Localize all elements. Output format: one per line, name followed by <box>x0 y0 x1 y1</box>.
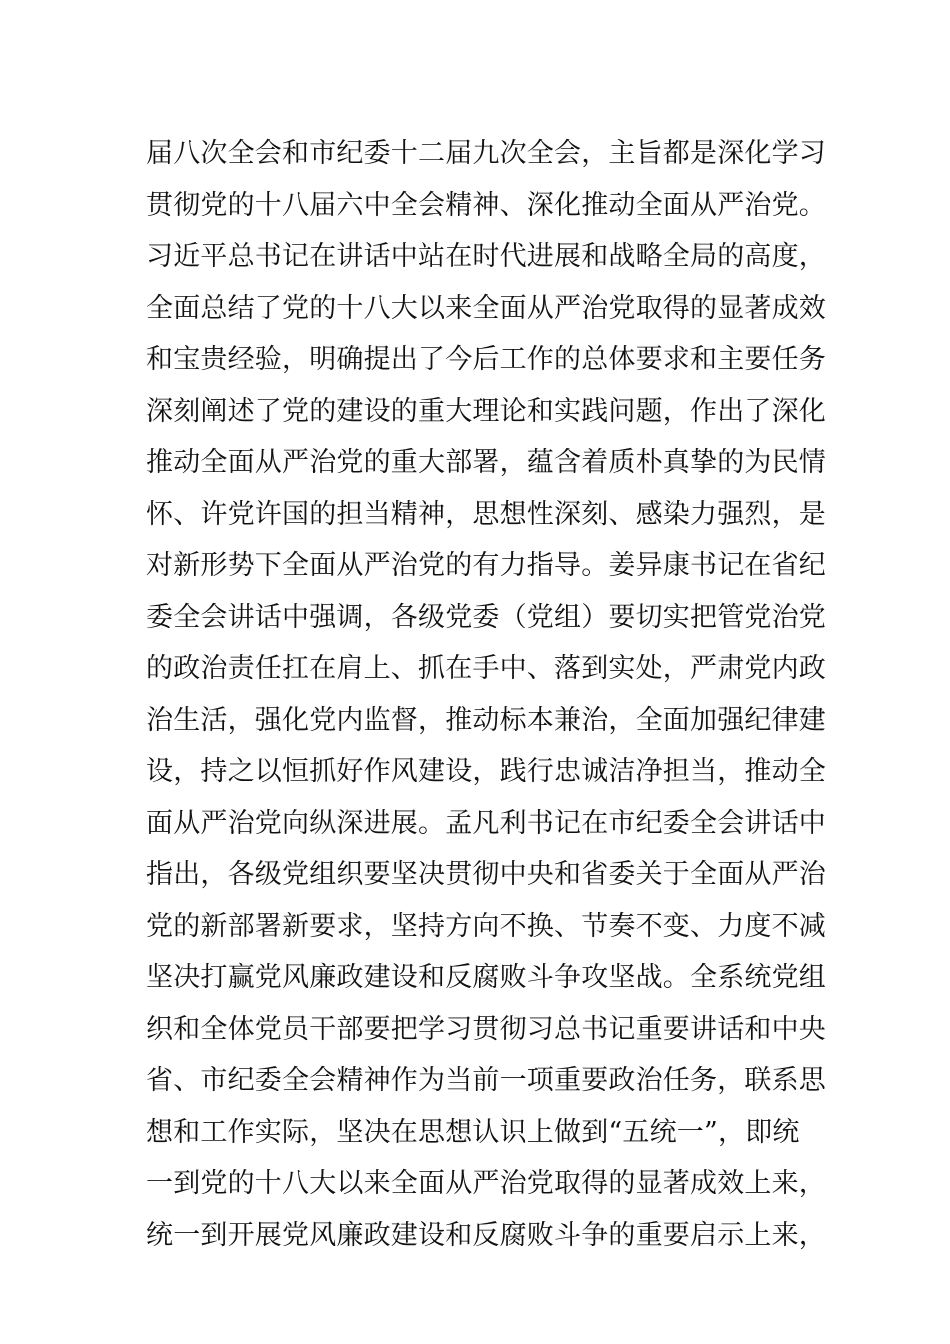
body-text <box>146 128 826 1261</box>
text-line: 的政治责任扛在肩上、抓在手中、落到实处，严肃党内政 <box>146 653 826 684</box>
text-line: 全面总结了党的十八大以来全面从严治党取得的显著成效 <box>146 292 826 324</box>
text-line: 想和工作实际，坚决在思想认识上做到“五统一”，即统 <box>146 1116 800 1148</box>
text-line: 统一到开展党风廉政建设和反腐败斗争的重要启示上来， <box>146 1219 826 1251</box>
text-line: 委全会讲话中强调，各级党委（党组）要切实把管党治党 <box>146 601 826 633</box>
text-line: 设，持之以恒抓好作风建设，践行忠诚洁净担当，推动全 <box>146 756 826 787</box>
text-line: 坚决打赢党风廉政建设和反腐败斗争攻坚战。全系统党组 <box>146 962 826 993</box>
text-line: 一到党的十八大以来全面从严治党取得的显著成效上来， <box>146 1168 826 1199</box>
text-line: 推动全面从严治党的重大部署，蕴含着质朴真挚的为民情 <box>146 447 826 478</box>
text-line: 治生活，强化党内监督，推动标本兼治，全面加强纪律建 <box>146 704 826 736</box>
text-line: 党的新部署新要求，坚持方向不换、节奏不变、力度不减 <box>146 910 826 942</box>
text-line: 怀、许党许国的担当精神，思想性深刻、感染力强烈，是 <box>146 498 826 530</box>
text-line: 对新形势下全面从严治党的有力指导。姜异康书记在省纪 <box>146 550 826 581</box>
text-line: 指出，各级党组织要坚决贯彻中央和省委关于全面从严治 <box>146 859 826 890</box>
text-line: 习近平总书记在讲话中站在时代进展和战略全局的高度， <box>146 241 826 272</box>
text-line: 面从严治党向纵深进展。孟凡利书记在市纪委全会讲话中 <box>146 807 826 839</box>
text-line: 织和全体党员干部要把学习贯彻习总书记重要讲话和中央 <box>146 1013 826 1045</box>
text-line: 届八次全会和市纪委十二届九次全会，主旨都是深化学习 <box>146 138 826 169</box>
text-line: 和宝贵经验，明确提出了今后工作的总体要求和主要任务 <box>146 344 826 375</box>
text-line: 贯彻党的十八届六中全会精神、深化推动全面从严治党。 <box>146 189 826 221</box>
text-line: 深刻阐述了党的建设的重大理论和实践问题，作出了深化 <box>146 395 826 427</box>
text-line: 省、市纪委全会精神作为当前一项重要政治任务，联系思 <box>146 1065 826 1096</box>
